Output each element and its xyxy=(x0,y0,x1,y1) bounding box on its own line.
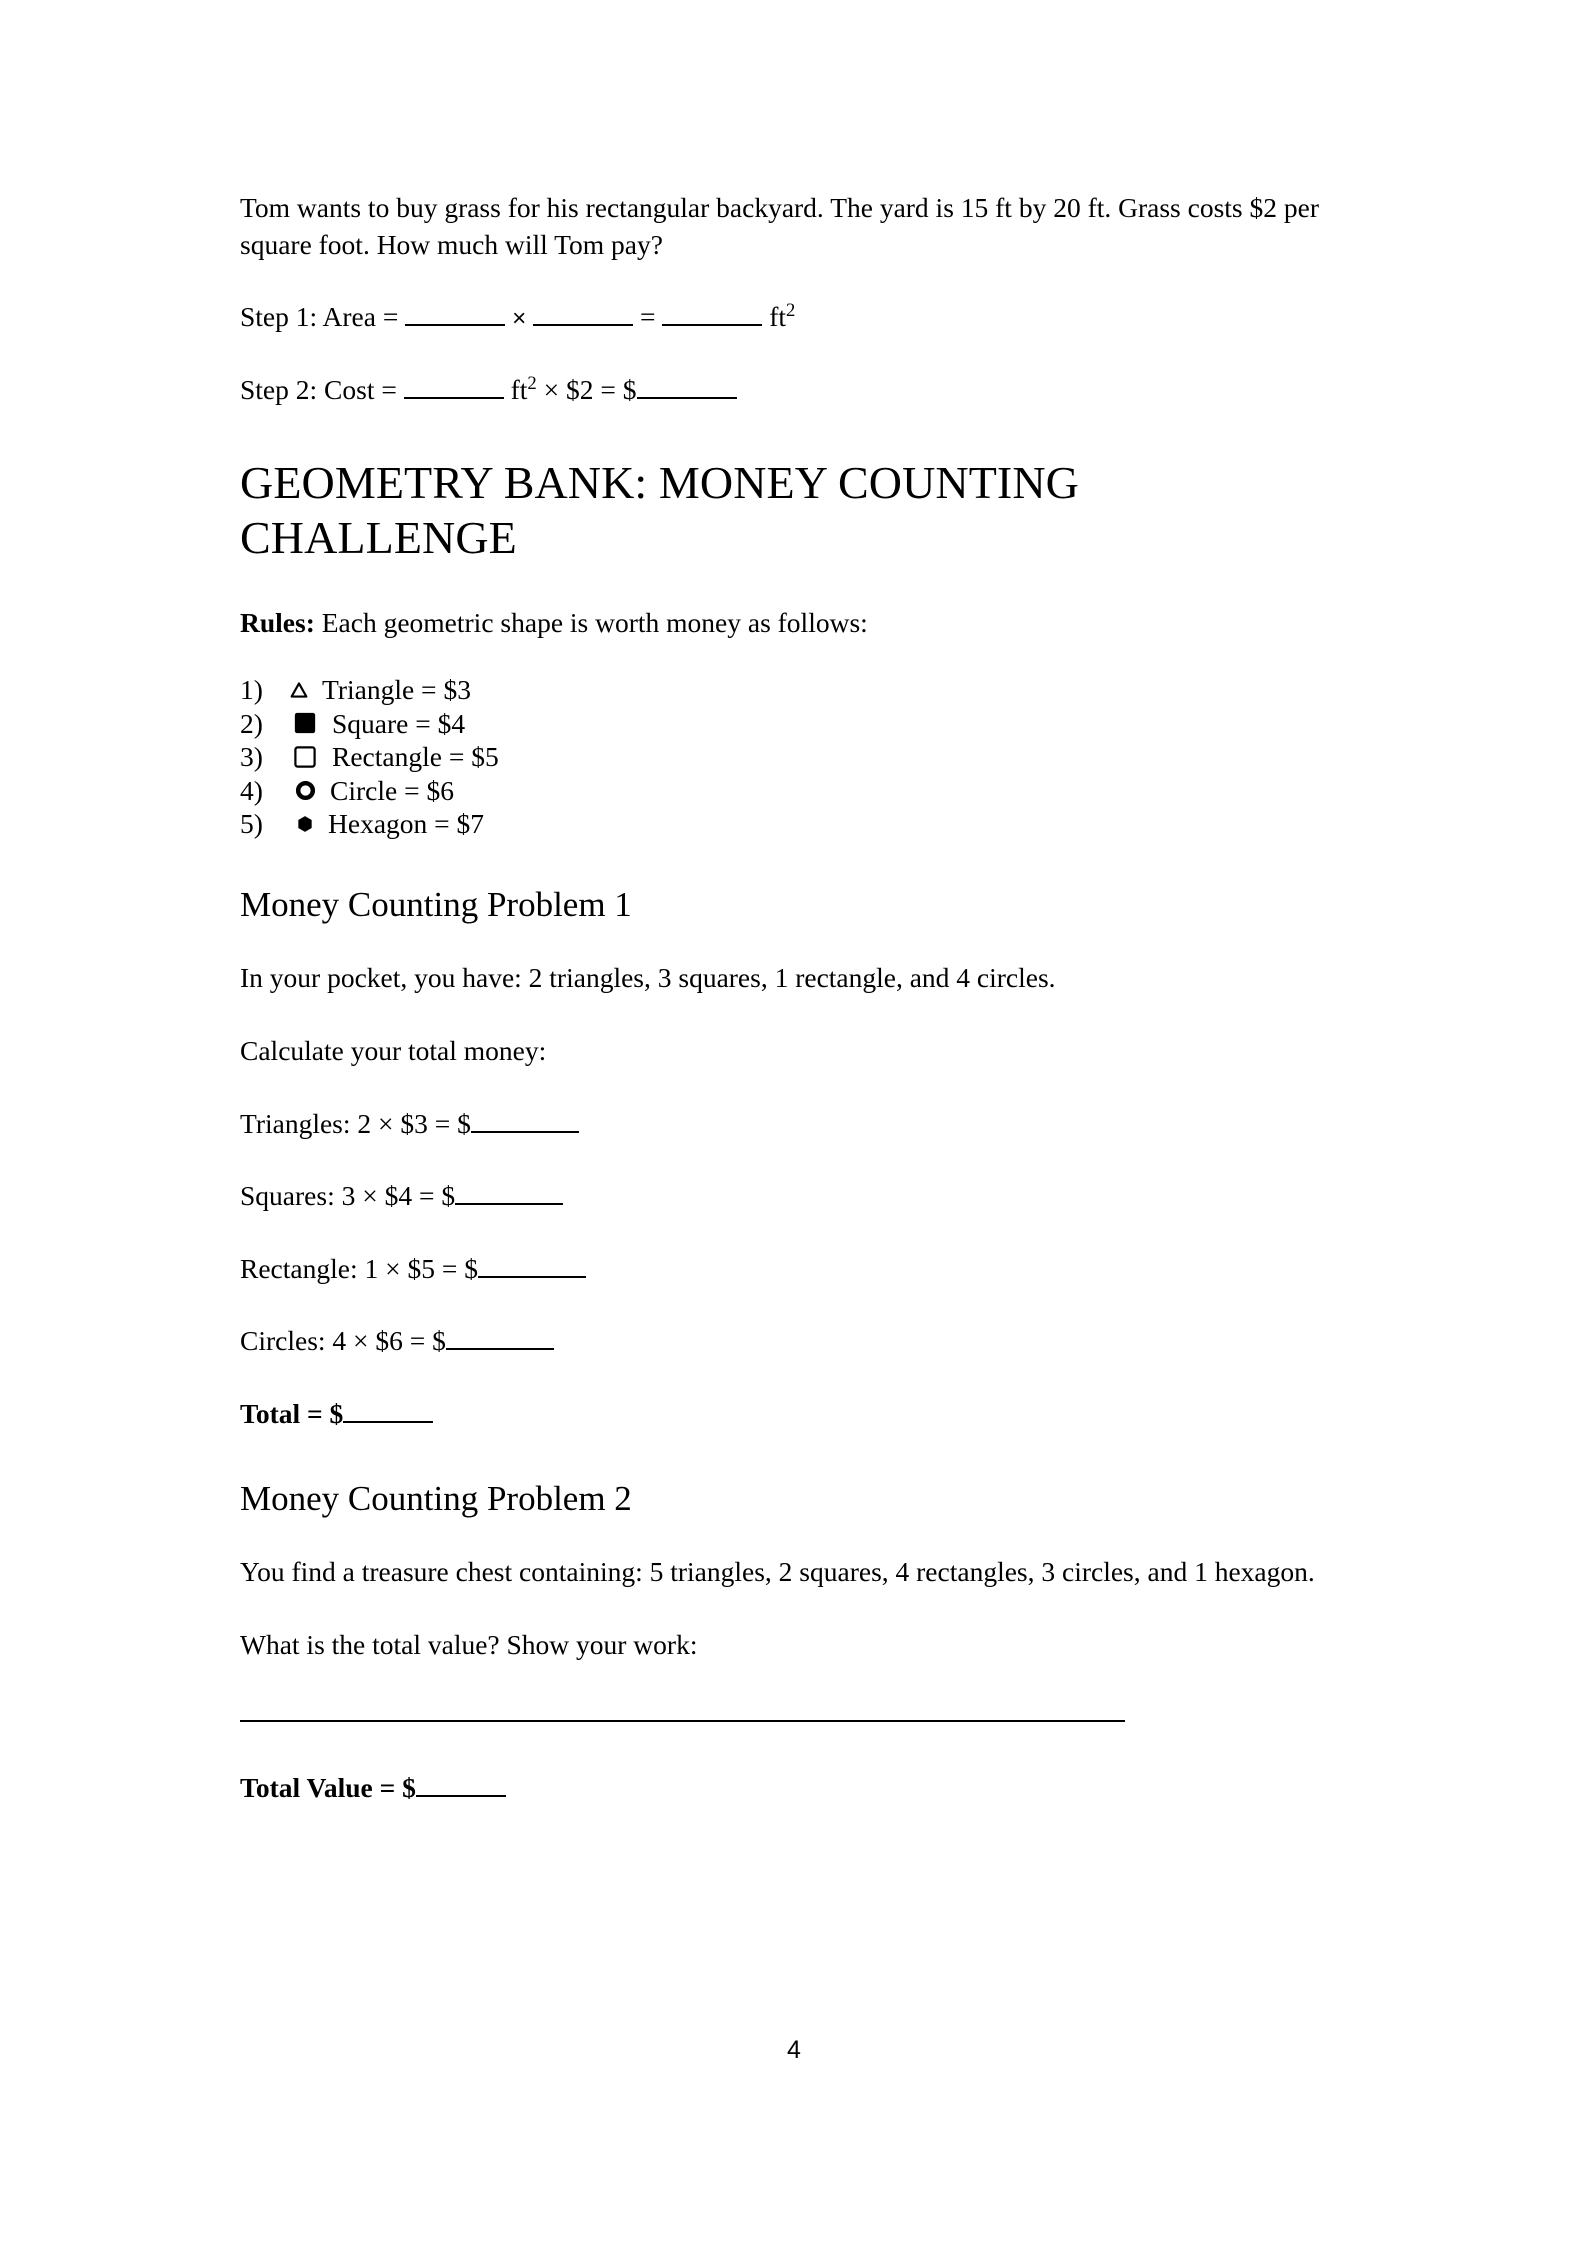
list-item xyxy=(240,742,1348,771)
shape-value-list xyxy=(240,675,1348,838)
problem-2-total-blank[interactable] xyxy=(416,1795,506,1797)
step-2-blank-cost[interactable] xyxy=(637,397,737,399)
intro-problem-text: Tom wants to buy grass for his rectangular backyard. The yard is 15 ft by 20 ft. Grass costs $2 per square foot. How much will Tom pay? xyxy=(240,192,1319,260)
list-item-label: Rectangle = $5 xyxy=(332,741,499,773)
work-answer-rule[interactable] xyxy=(240,1720,1125,1722)
problem-2-prompt: You find a treasure chest containing: 5 triangles, 2 squares, 4 rectangles, 3 circles, and 1 hexagon. xyxy=(240,1556,1315,1588)
list-item-label: Circle = $6 xyxy=(330,774,454,806)
list-item-number: 1) xyxy=(240,674,263,706)
rules-bold-lead: Rules: xyxy=(240,606,315,638)
list-item-label: Square = $4 xyxy=(332,707,466,739)
list-item xyxy=(240,809,1348,838)
equals-symbol-1: = xyxy=(639,301,656,333)
page-content xyxy=(240,190,1348,1842)
step-2-mid-expression: × $2 = $ xyxy=(543,373,637,405)
problem-1-triangles-blank[interactable] xyxy=(471,1131,579,1133)
step-1-label: Step 1: Area = xyxy=(240,301,399,333)
problem-1-rectangle-blank[interactable] xyxy=(478,1276,586,1278)
problem-1-squares-label: Squares: 3 × $4 = $ xyxy=(240,1180,456,1212)
step-2-line xyxy=(240,372,1348,409)
problem-1-circles-blank[interactable] xyxy=(446,1348,554,1350)
list-item-label: Triangle = $3 xyxy=(322,674,471,706)
multiply-symbol-1: × xyxy=(512,305,527,333)
problem-1-rectangle-label: Rectangle: 1 × $5 = $ xyxy=(240,1252,478,1284)
step-2-label: Step 2: Cost = xyxy=(240,373,397,405)
list-item-label: Hexagon = $7 xyxy=(328,808,485,840)
list-item xyxy=(240,709,1348,738)
rules-text: Each geometric shape is worth money as follows: xyxy=(314,606,868,638)
problem-1-prompt: In your pocket, you have: 2 triangles, 3 squares, 1 rectangle, and 4 circles. xyxy=(240,962,1056,994)
step-1-unit-exponent: 2 xyxy=(786,299,796,321)
problem-1-total-blank[interactable] xyxy=(343,1421,433,1423)
problem-1-squares-blank[interactable] xyxy=(455,1203,563,1205)
step-2-unit: ft xyxy=(510,373,528,405)
problem-1-circles-label: Circles: 4 × $6 = $ xyxy=(240,1325,446,1357)
step-1-blank-area[interactable] xyxy=(662,324,762,326)
page-number: 4 xyxy=(787,2036,801,2064)
problem-1-triangles-line xyxy=(240,1106,1348,1143)
step-1-unit: ft xyxy=(769,301,787,333)
problem-1-rectangle-line xyxy=(240,1251,1348,1288)
list-item-number: 2) xyxy=(240,707,263,739)
problem-2-heading: Money Counting Problem 2 xyxy=(240,1479,632,1519)
step-2-unit-exponent: 2 xyxy=(527,372,537,394)
page-title: GEOMETRY BANK: MONEY COUNTING CHALLENGE xyxy=(240,457,1079,563)
square-filled-icon xyxy=(288,711,322,735)
problem-1-circles-line xyxy=(240,1323,1348,1360)
circle-outline-icon xyxy=(290,779,320,802)
rules-line xyxy=(240,605,1348,642)
problem-1-squares-line xyxy=(240,1178,1348,1215)
list-item-number: 3) xyxy=(240,741,263,773)
rectangle-outline-icon xyxy=(288,745,322,769)
triangle-outline-icon xyxy=(286,681,312,699)
step-1-line xyxy=(240,299,1348,336)
problem-2-total-label: Total Value = $ xyxy=(240,1771,416,1803)
list-item xyxy=(240,776,1348,805)
problem-1-total-line xyxy=(240,1396,1348,1433)
list-item xyxy=(240,675,1348,704)
problem-2-instruction: What is the total value? Show your work: xyxy=(240,1628,698,1660)
step-1-blank-width[interactable] xyxy=(533,324,633,326)
problem-2-total-line xyxy=(240,1770,1348,1807)
step-1-blank-length[interactable] xyxy=(405,324,505,326)
hexagon-filled-icon xyxy=(292,814,318,834)
problem-1-heading: Money Counting Problem 1 xyxy=(240,885,632,925)
list-item-number: 4) xyxy=(240,774,263,806)
problem-1-triangles-label: Triangles: 2 × $3 = $ xyxy=(240,1107,471,1139)
problem-1-instruction: Calculate your total money: xyxy=(240,1035,547,1067)
problem-1-total-label: Total = $ xyxy=(240,1397,344,1429)
list-item-number: 5) xyxy=(240,808,263,840)
step-2-blank-area[interactable] xyxy=(404,397,504,399)
